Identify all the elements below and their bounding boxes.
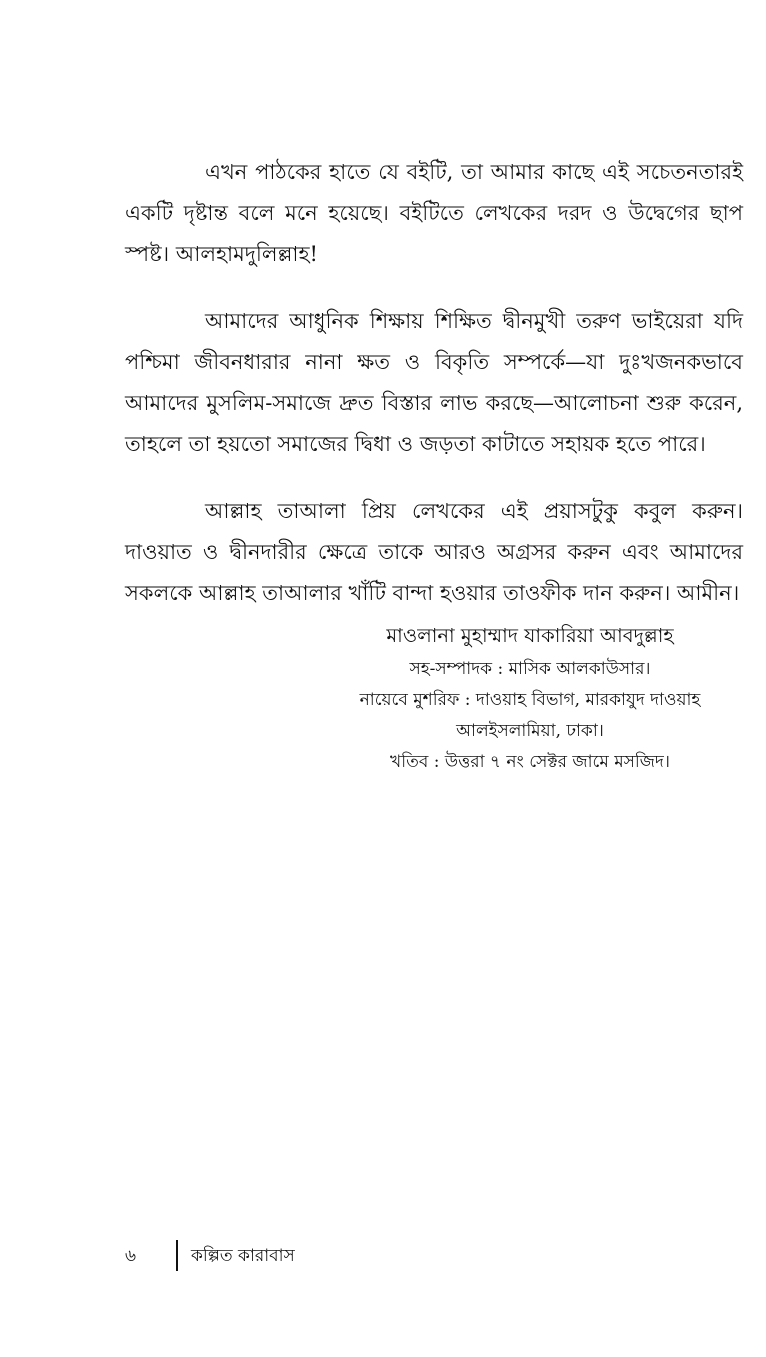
paragraph-1: এখন পাঠকের হাতে যে বইটি, তা আমার কাছে এই সচেতনতারই একটি দৃষ্টান্ত বলে মনে হয়েছে। বইটিতে লেখকের দরদ ও উদ্বেগের ছাপ স্পষ্ট। আলহামদুলিল্লাহ!	[125, 160, 743, 266]
signature-block	[330, 618, 730, 778]
author-designation-1: সহ-সম্পাদক : মাসিক আলকাউসার।	[409, 659, 651, 679]
book-title: কল্পিত কারাবাস	[191, 1246, 295, 1266]
author-name: মাওলানা মুহাম্মাদ যাকারিয়া আবদুল্লাহ	[386, 624, 674, 647]
page-footer	[125, 1240, 425, 1272]
author-designation-4: খতিব : উত্তরা ৭ নং সেক্টর জামে মসজিদ।	[390, 752, 670, 772]
footer-divider	[176, 1240, 178, 1271]
page-number: ৬	[125, 1246, 137, 1266]
body-text	[125, 152, 743, 640]
paragraph-3: আল্লাহ তাআলা প্রিয় লেখকের এই প্রয়াসটুকু কবুল করুন। দাওয়াত ও দ্বীনদারীর ক্ষেত্রে তাকে আরও অগ্রসর করুন এবং আমাদের সকলকে আল্লাহ তাআলার খাঁটি বান্দা হওয়ার তাওফীক দান করুন। আমীন।	[125, 499, 743, 605]
author-designation-3: আলইসলামিয়া, ঢাকা।	[456, 721, 604, 741]
paragraph-2: আমাদের আধুনিক শিক্ষায় শিক্ষিত দ্বীনমুখী তরুণ ভাইয়েরা যদি পশ্চিমা জীবনধারার নানা ক্ষত ও বিকৃতি সম্পর্কে—যা দুঃখজনকভাবে আমাদের মুসলিম-সমাজে দ্রুত বিস্তার লাভ করছে—আলোচনা শুরু করেন, তাহলে তা হয়তো সমাজের দ্বিধা ও জড়তা কাটাতে সহায়ক হতে পারে।	[125, 309, 743, 456]
author-designation-2: নায়েবে মুশরিফ : দাওয়াহ বিভাগ, মারকাযুদ দাওয়াহ	[359, 690, 701, 710]
